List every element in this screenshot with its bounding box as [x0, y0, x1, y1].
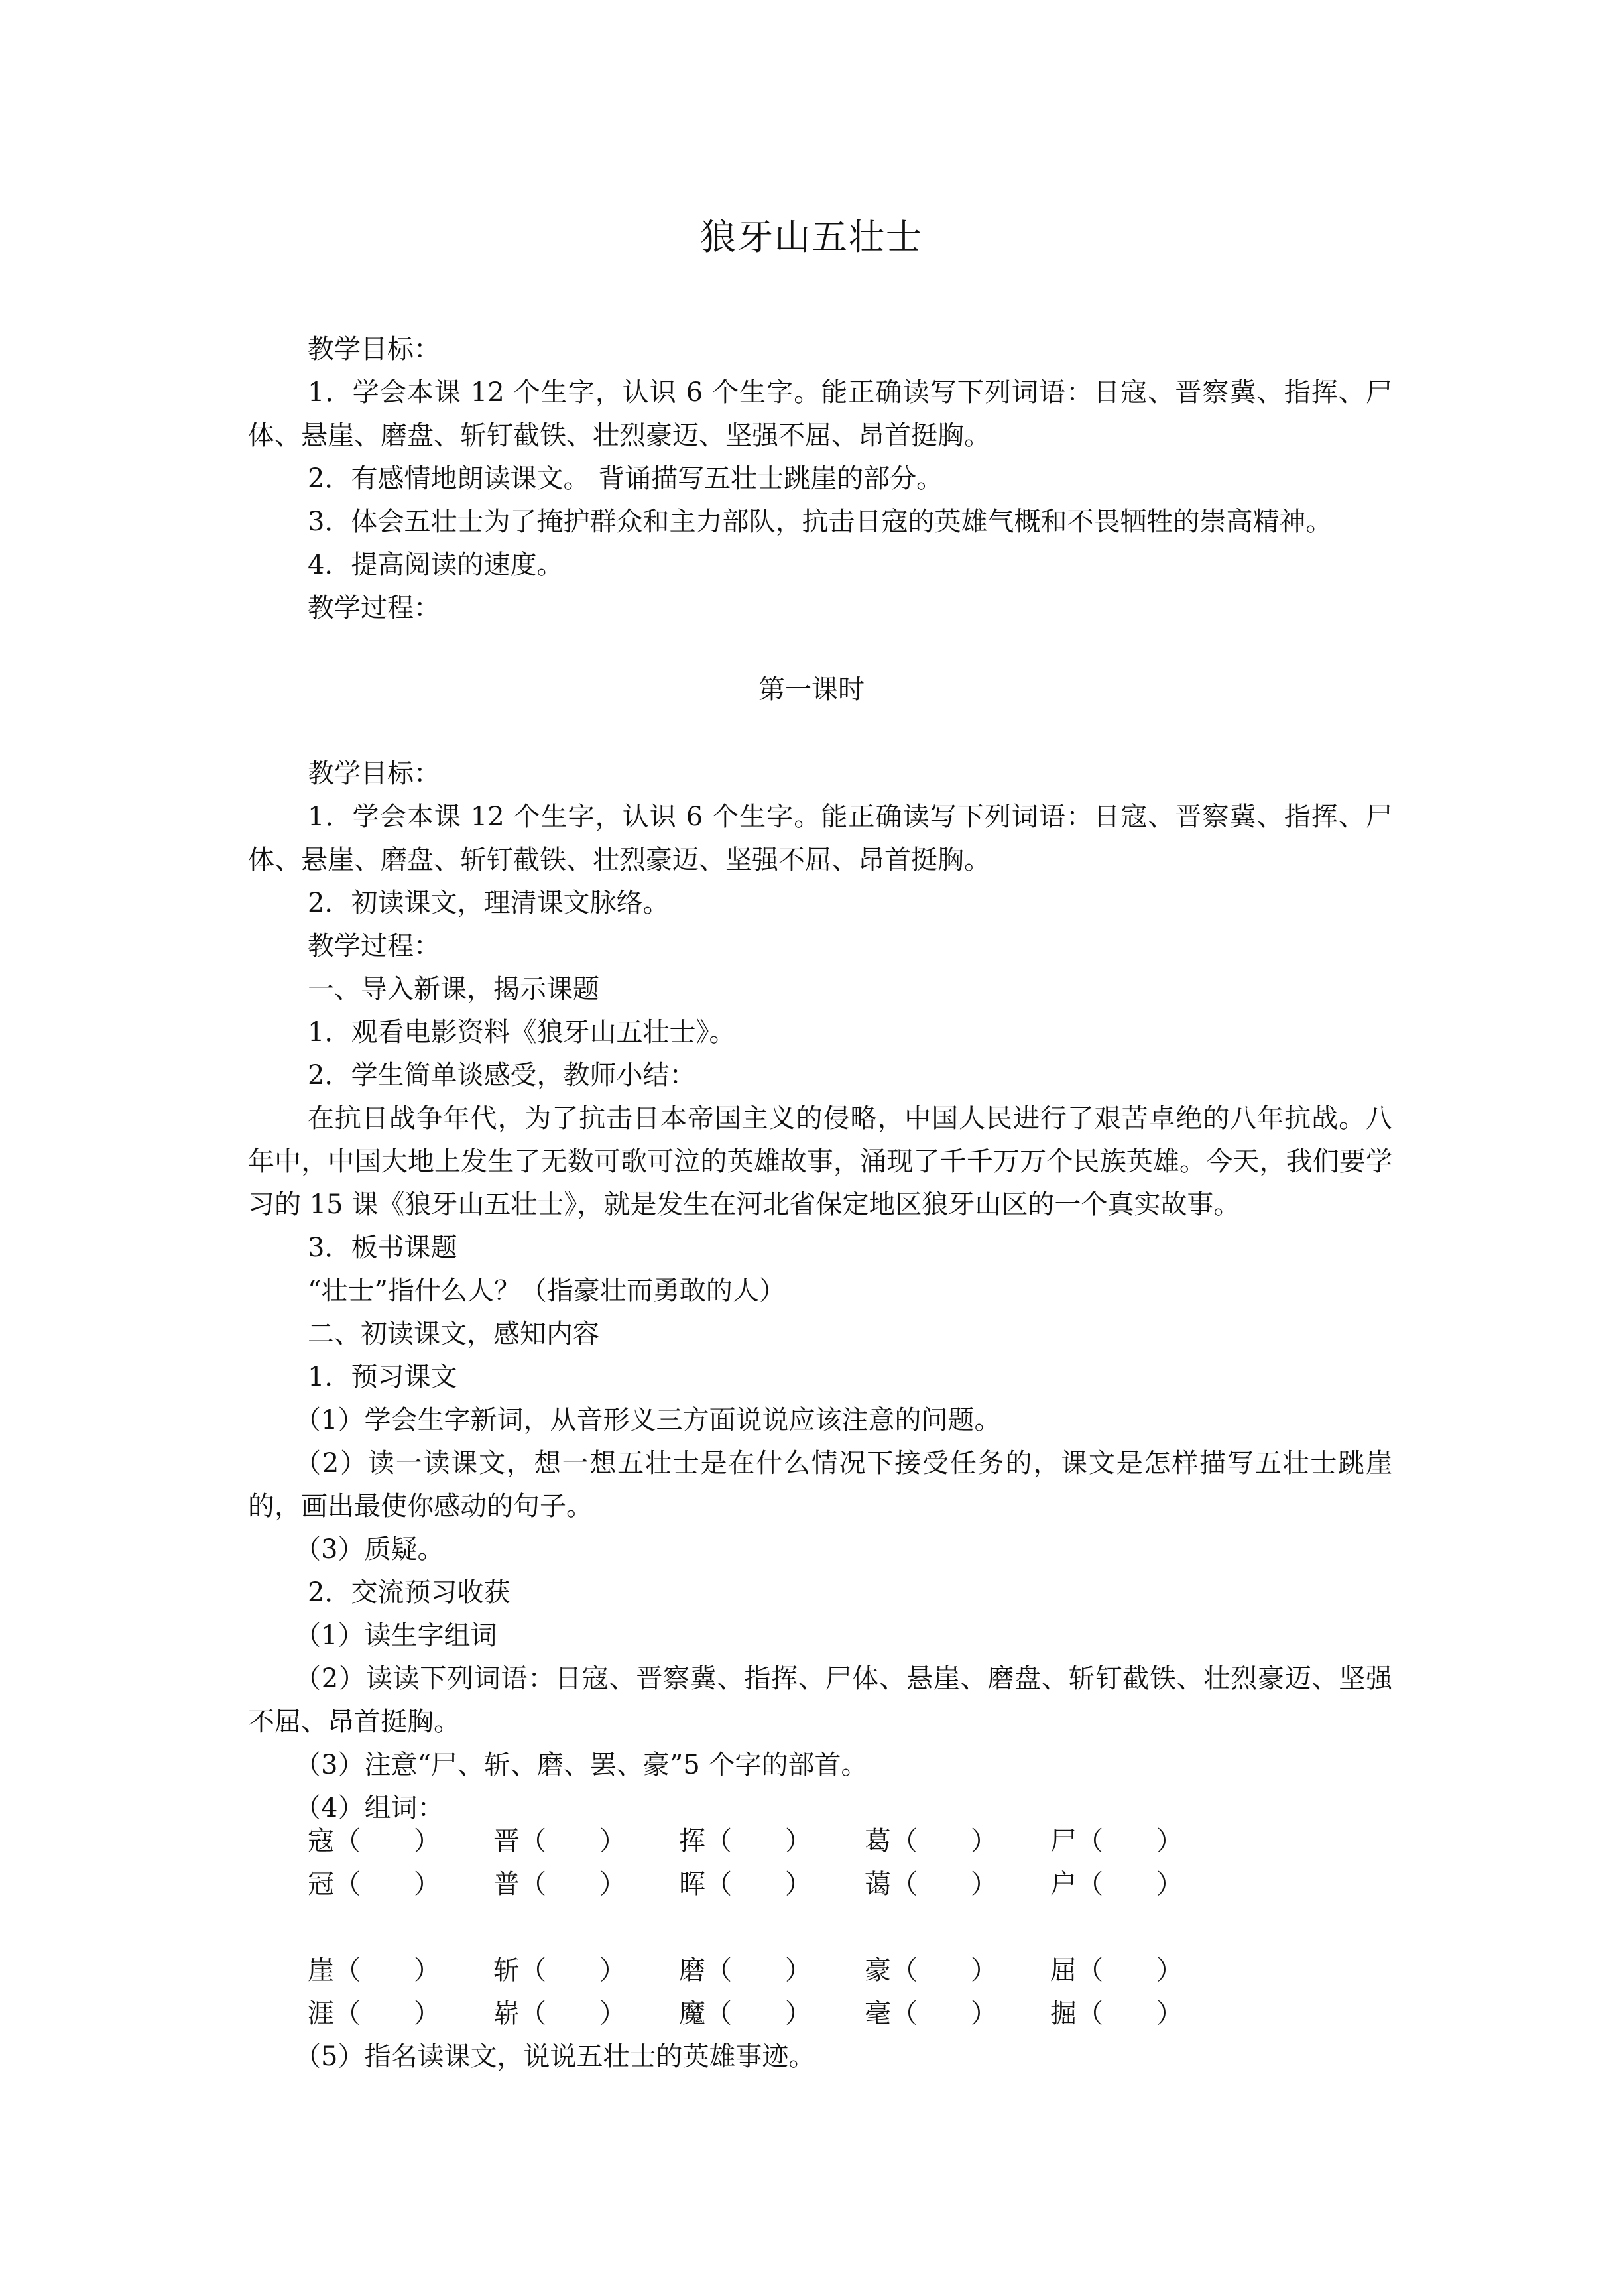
- word-grid-row: [308, 1863, 1236, 1906]
- intro-objective-4: 4．提高阅读的速度。: [308, 550, 564, 580]
- word-cell: 崖（ ）: [308, 1955, 440, 1986]
- intro-objective-1: 1．学会本课 12 个生字，认识 6 个生字。能正确读写下列词语：日寇、晋察冀、指挥、尸体、悬崖、磨盘、斩钉截铁、壮烈豪迈、坚强不屈、昂首挺胸。: [248, 377, 1392, 451]
- s2-item-2-sub-3: （3）注意“尸、斩、磨、罢、豪”5 个字的部首。: [294, 1750, 868, 1780]
- word-cell: 晋（ ）: [493, 1826, 626, 1856]
- s2-item-1-sub-1: （1）学会生字新词，从音形义三方面说说应该注意的问题。: [294, 1405, 1001, 1435]
- word-grid-row: [308, 1949, 1236, 1992]
- s1-item-2: 2．学生简单谈感受，教师小结：: [308, 1060, 696, 1091]
- word-cell: 挥（ ）: [679, 1826, 812, 1856]
- word-grid-spacer: [308, 1906, 1236, 1949]
- intro-objective-2: 2．有感情地朗读课文。 背诵描写五壮士跳崖的部分。: [308, 463, 943, 494]
- intro-objectives-heading: 教学目标：: [308, 334, 440, 365]
- word-grid-row: [308, 1992, 1236, 2035]
- word-cell: 魔（ ）: [679, 1998, 812, 2029]
- s1-item-3-note: “壮士”指什么人？（指豪壮而勇敢的人）: [308, 1276, 786, 1306]
- lesson1-objectives-heading: 教学目标：: [308, 758, 440, 789]
- section1-heading: 一、导入新课，揭示课题: [308, 974, 599, 1004]
- word-cell: 崭（ ）: [493, 1998, 626, 2029]
- lesson1-section: [248, 753, 1392, 1830]
- lesson1-process-heading: 教学过程：: [308, 931, 440, 961]
- intro-process-heading: 教学过程：: [308, 593, 440, 623]
- word-cell: 户（ ）: [1050, 1869, 1183, 1900]
- lesson1-objective-1: 1．学会本课 12 个生字，认识 6 个生字。能正确读写下列词语：日寇、晋察冀、指挥、尸体、悬崖、磨盘、斩钉截铁、壮烈豪迈、坚强不屈、昂首挺胸。: [248, 802, 1392, 875]
- word-cell: 葛（ ）: [865, 1826, 997, 1856]
- s2-item-2-sub-5: （5）指名读课文，说说五壮士的英雄事迹。: [294, 2041, 815, 2072]
- word-cell: 豪（ ）: [865, 1955, 997, 1986]
- word-cell: 斩（ ）: [493, 1955, 626, 1986]
- s2-item-2-sub-4: （4）组词：: [294, 1793, 444, 1823]
- page-title: 狼牙山五壮士: [700, 216, 923, 258]
- word-cell: 尸（ ）: [1050, 1826, 1183, 1856]
- s2-item-2: 2．交流预习收获: [308, 1577, 511, 1608]
- word-grid: [308, 1820, 1236, 2035]
- s1-item-1: 1．观看电影资料《狼牙山五壮士》。: [308, 1017, 736, 1048]
- lesson1-heading: 第一课时: [758, 674, 865, 705]
- intro-objective-3: 3．体会五壮士为了掩护群众和主力部队，抗击日寇的英雄气概和不畏牺牲的崇高精神。: [308, 507, 1333, 537]
- closing-section: [248, 2035, 1392, 2079]
- s2-item-1-sub-3: （3）质疑。: [294, 1534, 444, 1565]
- section2-heading: 二、初读课文，感知内容: [308, 1319, 599, 1349]
- s2-item-2-sub-1: （1）读生字组词: [294, 1620, 497, 1651]
- s2-item-2-sub-2: （2）读读下列词语：日寇、晋察冀、指挥、尸体、悬崖、磨盘、斩钉截铁、壮烈豪迈、坚强不屈、昂首挺胸。: [248, 1663, 1392, 1737]
- word-cell: 寇（ ）: [308, 1826, 440, 1856]
- word-cell: 毫（ ）: [865, 1998, 997, 2029]
- word-grid-row: [308, 1820, 1236, 1863]
- word-cell: 普（ ）: [493, 1869, 626, 1900]
- word-cell: 冠（ ）: [308, 1869, 440, 1900]
- s2-item-1: 1．预习课文: [308, 1362, 457, 1392]
- s2-item-1-sub-2: （2）读一读课文，想一想五壮士是在什么情况下接受任务的，课文是怎样描写五壮士跳崖的，画出最使你感动的句子。: [248, 1448, 1392, 1522]
- word-cell: 晖（ ）: [679, 1869, 812, 1900]
- lesson1-objective-2: 2．初读课文，理清课文脉络。: [308, 888, 670, 918]
- s1-item-3: 3．板书课题: [308, 1233, 457, 1263]
- word-cell: 磨（ ）: [679, 1955, 812, 1986]
- word-cell: 蔼（ ）: [865, 1869, 997, 1900]
- word-cell: 屈（ ）: [1050, 1955, 1183, 1986]
- word-cell: 涯（ ）: [308, 1998, 440, 2029]
- word-cell: 掘（ ）: [1050, 1998, 1183, 2029]
- s1-summary: 在抗日战争年代，为了抗击日本帝国主义的侵略，中国人民进行了艰苦卓绝的八年抗战。八年中，中国大地上发生了无数可歌可泣的英雄故事，涌现了千千万万个民族英雄。今天，我们要学习的 15 课《狼牙山五壮士》，就是发生在河北省保定地区狼牙山区的一个真实故事。: [248, 1103, 1392, 1220]
- intro-section: [248, 328, 1392, 630]
